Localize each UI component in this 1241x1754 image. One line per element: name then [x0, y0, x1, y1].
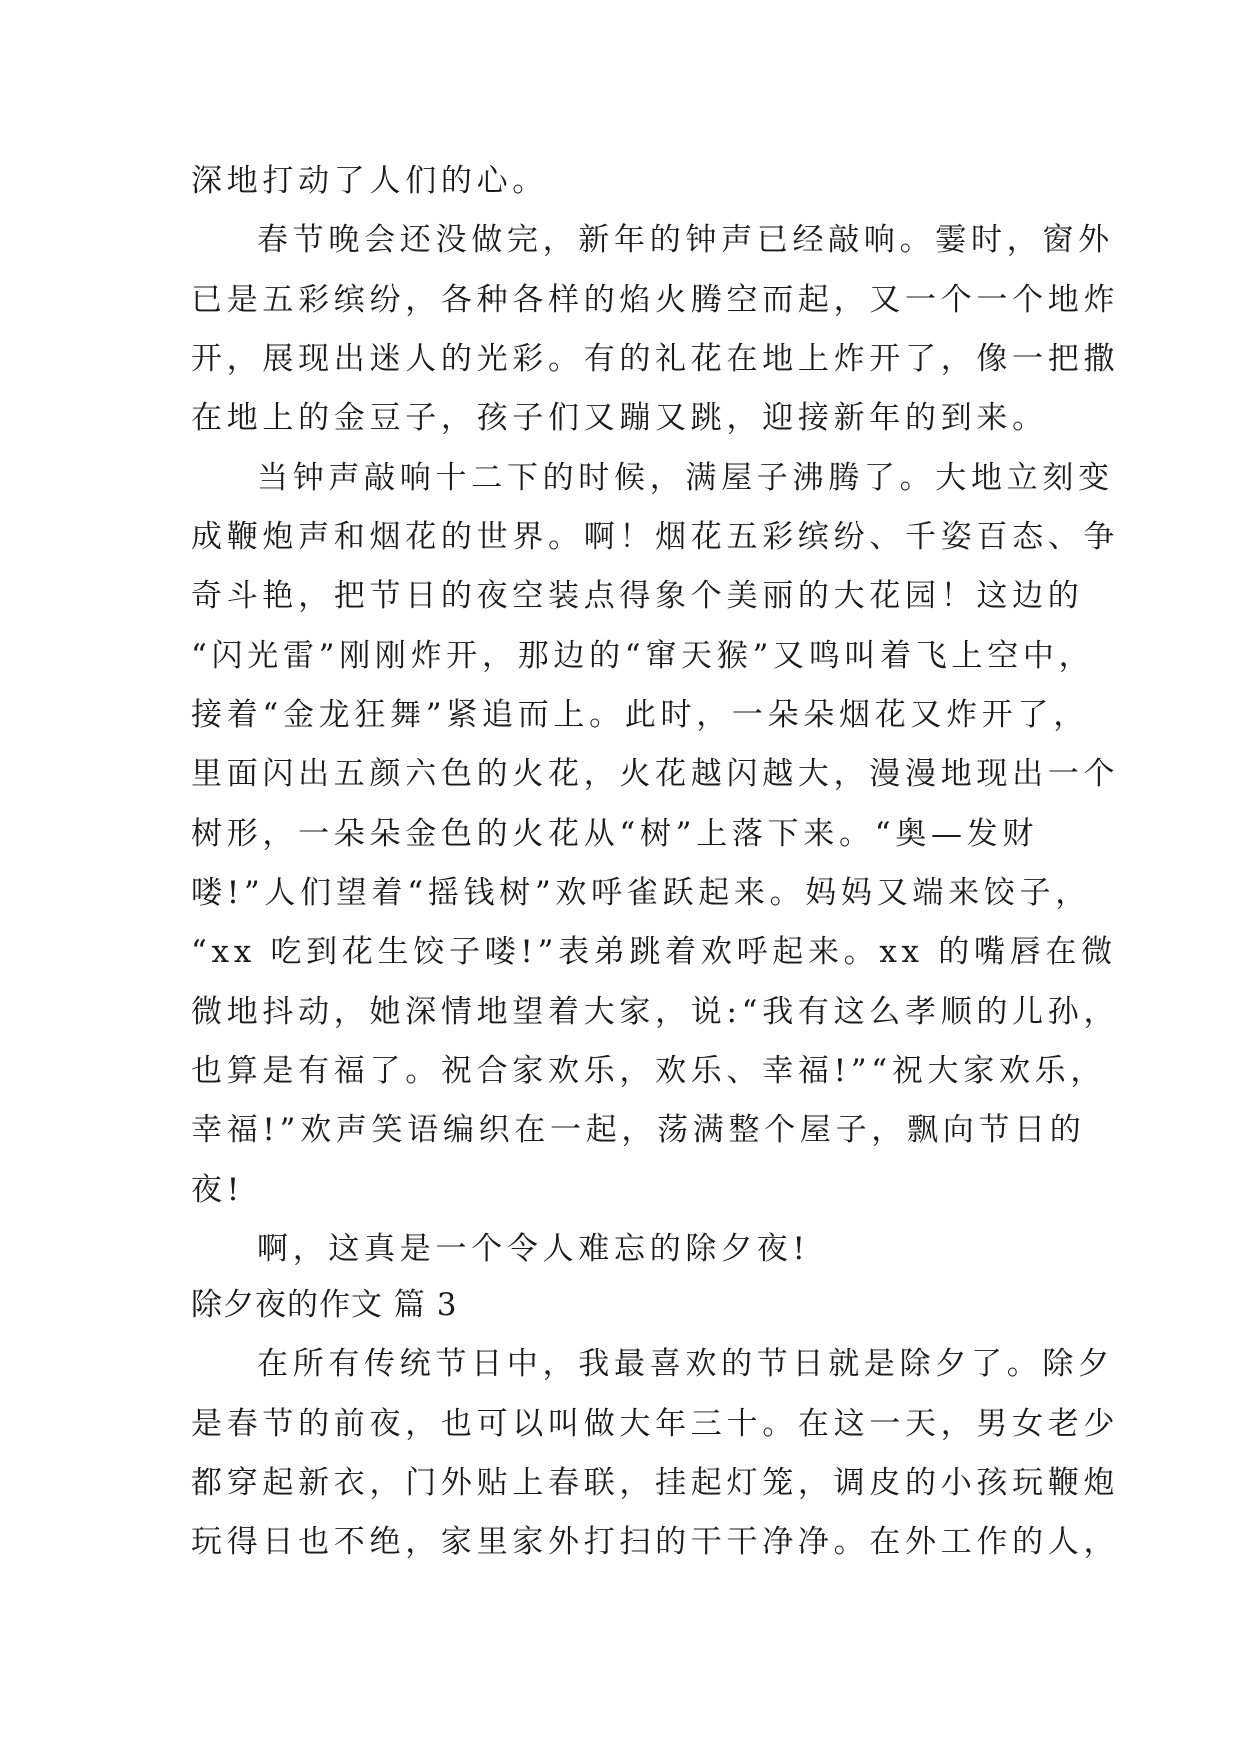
text-line: 开，展现出迷人的光彩。有的礼花在地上炸开了，像一把撒 [191, 341, 1120, 377]
text-line: “闪光雷”刚刚炸开，那边的“窜天猴”又鸣叫着飞上空中， [191, 638, 1095, 674]
text-line: 深地打动了人们的心。 [191, 163, 548, 199]
text-line: 夜! [191, 1172, 244, 1208]
text-line: 是春节的前夜，也可以叫做大年三十。在这一天，男女老少 [191, 1406, 1120, 1442]
text-line: 玩得日也不绝，家里家外打扫的干干净净。在外工作的人， [191, 1524, 1120, 1560]
text-line: 微地抖动，她深情地望着大家，说:“我有这么孝顺的儿孙， [191, 994, 1120, 1030]
text-line: 已是五彩缤纷，各种各样的焰火腾空而起，又一个一个地炸 [191, 282, 1120, 318]
text-line: 在地上的金豆子，孩子们又蹦又跳，迎接新年的到来。 [191, 400, 1048, 436]
text-line: 里面闪出五颜六色的火花，火花越闪越大，漫漫地现出一个 [191, 756, 1120, 792]
text-line: 都穿起新衣，门外贴上春联，挂起灯笼，调皮的小孩玩鞭炮 [191, 1465, 1120, 1501]
paragraph-start-line: 在所有传统节日中，我最喜欢的节日就是除夕了。除夕 [257, 1346, 1114, 1382]
text-line: 奇斗艳，把节日的夜空装点得象个美丽的大花园！这边的 [191, 578, 1084, 614]
text-line: 也算是有福了。祝合家欢乐，欢乐、幸福!”“祝大家欢乐， [191, 1053, 1107, 1089]
text-line: 树形，一朵朵金色的火花从“树”上落下来。“奥—发财 [191, 816, 1039, 852]
paragraph-start-line: 春节晚会还没做完，新年的钟声已经敲响。霎时，窗外 [257, 222, 1114, 258]
text-line: 幸福!”欢声笑语编织在一起，荡满整个屋子，飘向节日的 [191, 1112, 1086, 1148]
text-line: “xx 吃到花生饺子喽!”表弟跳着欢呼起来。xx 的嘴唇在微 [191, 934, 1117, 970]
text-line: 接着“金龙狂舞”紧追而上。此时，一朵朵烟花又炸开了， [191, 697, 1089, 733]
paragraph-start-line: 啊，这真是一个令人难忘的除夕夜! [257, 1231, 810, 1267]
section-heading: 除夕夜的作文 篇 3 [191, 1287, 458, 1323]
text-line: 成鞭炮声和烟花的世界。啊！烟花五彩缤纷、千姿百态、争 [191, 519, 1120, 555]
text-line: 喽!”人们望着“摇钱树”欢呼雀跃起来。妈妈又端来饺子， [191, 875, 1091, 911]
paragraph-start-line: 当钟声敲响十二下的时候，满屋子沸腾了。大地立刻变 [257, 460, 1114, 496]
